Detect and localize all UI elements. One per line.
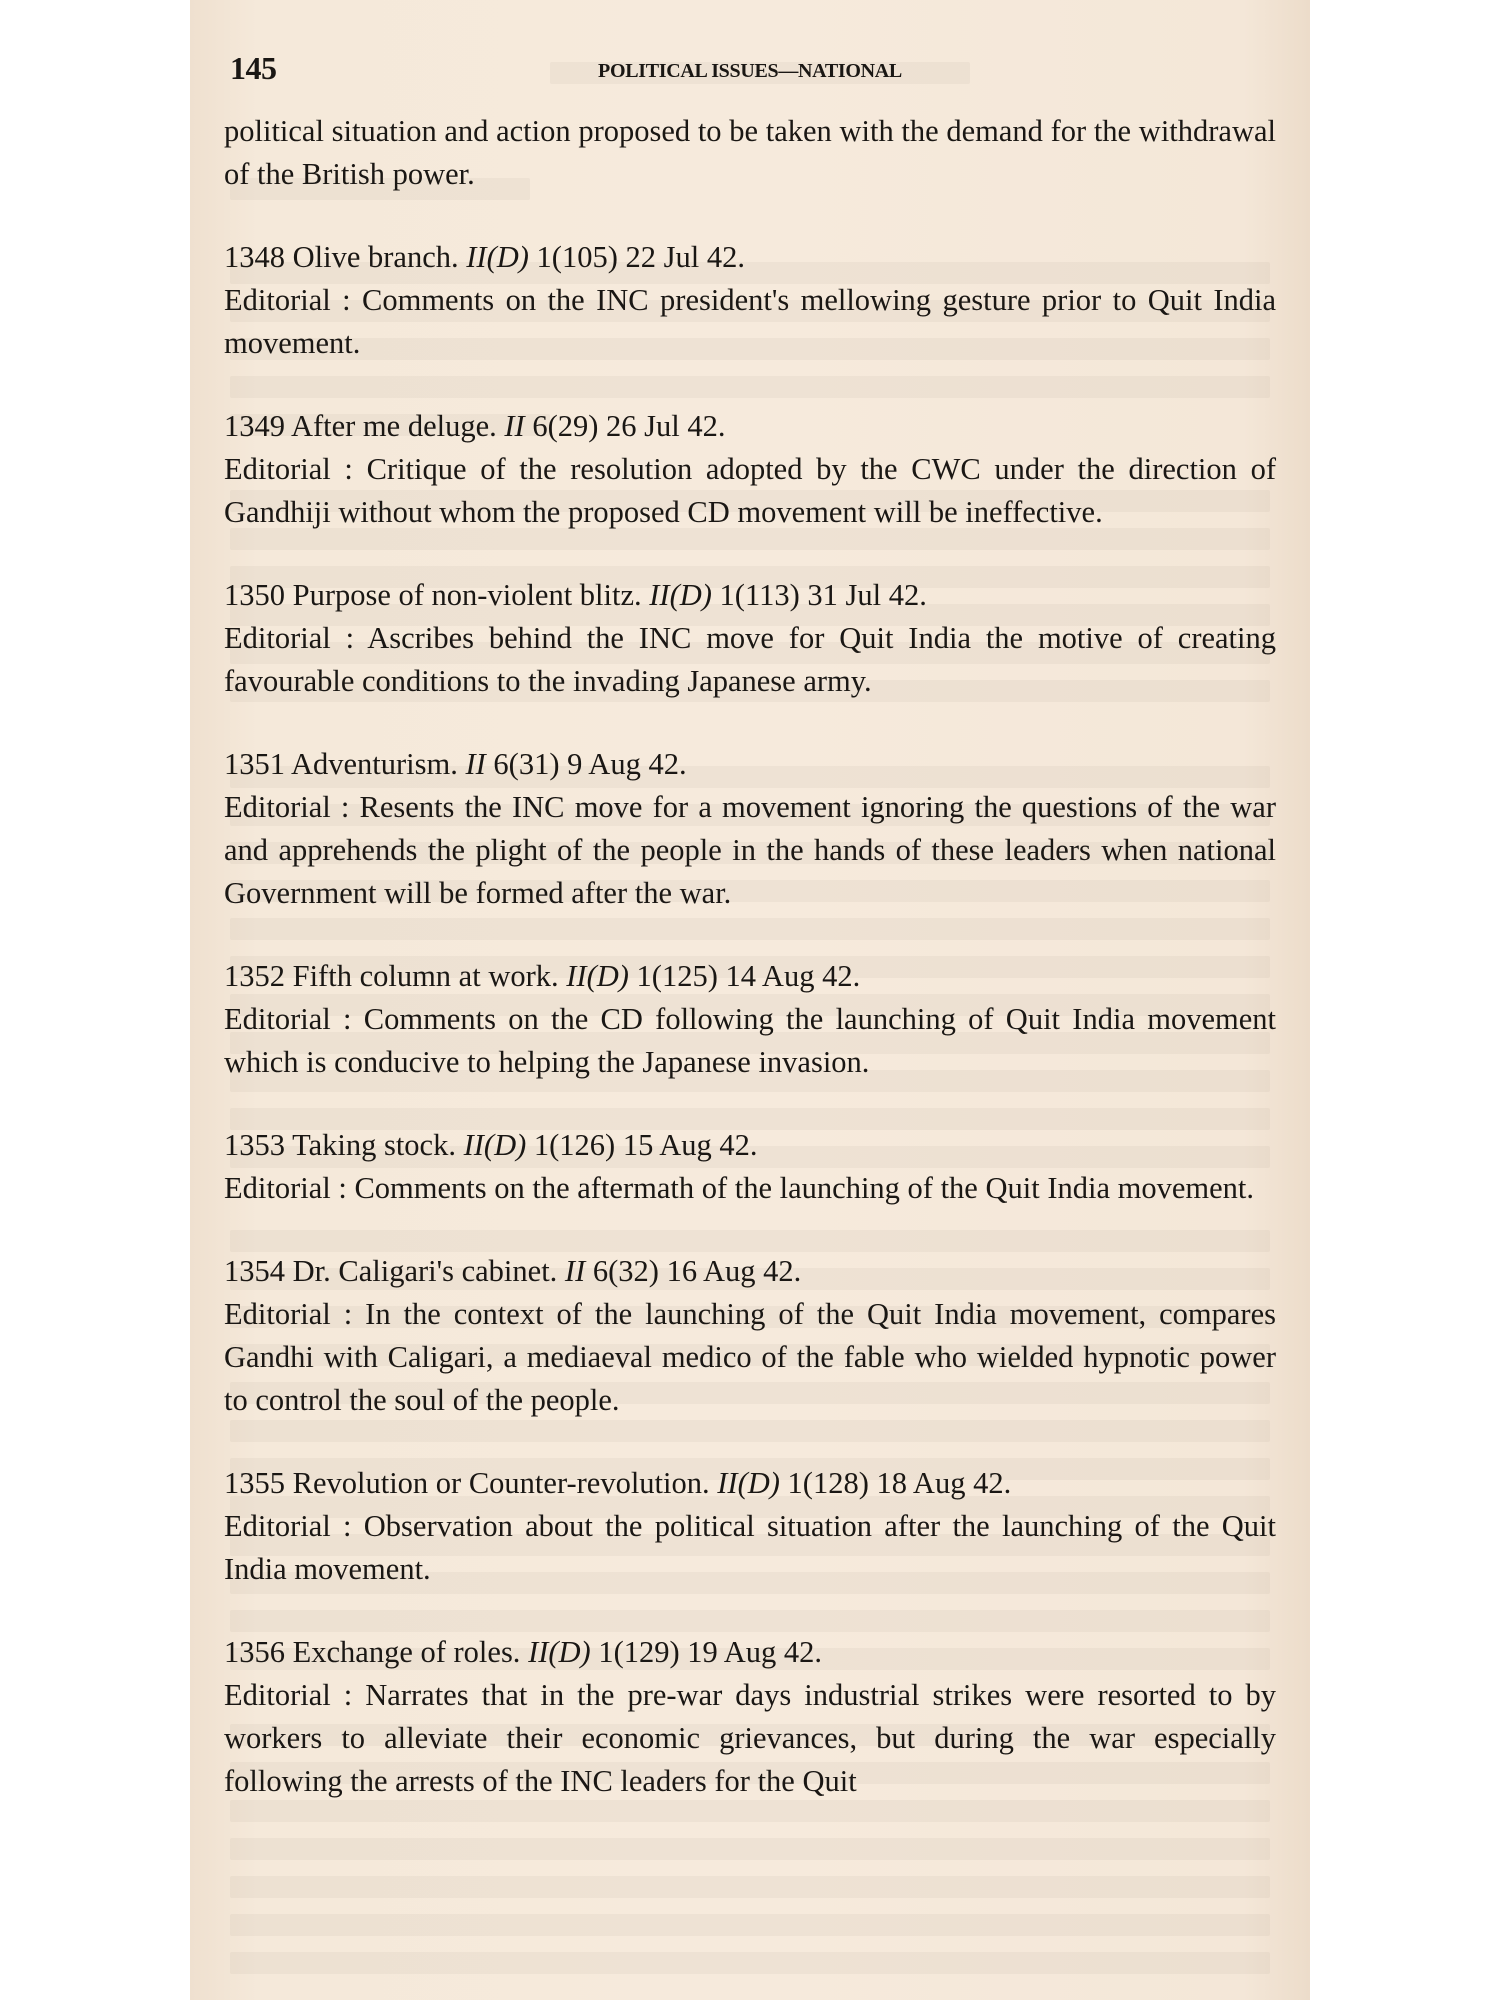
- annotation-label: Editorial :: [224, 1678, 353, 1712]
- entry-title: Dr. Caligari's cabinet.: [292, 1254, 558, 1288]
- entry-annotation: [224, 786, 1276, 915]
- entry-issue: 1(105) 22 Jul 42.: [536, 240, 745, 274]
- annotation-text: Ascribes behind the INC move for Quit India the motive of creating favourable conditions to the invading Japanese army.: [224, 621, 1276, 698]
- entry-annotation: [224, 998, 1276, 1084]
- entry-annotation: [224, 1674, 1276, 1803]
- entry-issue: 1(113) 31 Jul 42.: [719, 578, 927, 612]
- annotation-label: Editorial :: [224, 1509, 352, 1543]
- annotation-label: Editorial :: [224, 283, 351, 317]
- annotation-text: Narrates that in the pre-war days industrial strikes were resorted to by workers to alleviate their economic grievances, but during the war especially following the arrests of the INC leaders for the Quit: [224, 1678, 1276, 1798]
- entry-title: Taking stock.: [292, 1128, 456, 1162]
- page-header: [230, 50, 1270, 90]
- entry-heading: [224, 743, 1276, 786]
- entry-source: II(D): [717, 1466, 780, 1500]
- bibliography-entry: [224, 405, 1276, 534]
- annotation-text: Resents the INC move for a movement ignoring the questions of the war and apprehends the plight of the people in the hands of these leaders when national Government will be formed after the war.: [224, 790, 1276, 910]
- entry-heading: [224, 1462, 1276, 1505]
- entry-source: II(D): [528, 1635, 591, 1669]
- entry-issue: 1(125) 14 Aug 42.: [636, 959, 861, 993]
- entry-issue: 1(126) 15 Aug 42.: [533, 1128, 758, 1162]
- entry-annotation: [224, 1167, 1276, 1210]
- entry-heading: [224, 1631, 1276, 1674]
- entry-issue: 1(128) 18 Aug 42.: [787, 1466, 1012, 1500]
- entry-number: 1348: [224, 240, 285, 274]
- entry-number: 1352: [224, 959, 285, 993]
- entry-source: II: [504, 409, 525, 443]
- entry-source: II(D): [566, 959, 629, 993]
- book-page: [190, 0, 1310, 2000]
- entry-annotation: [224, 279, 1276, 365]
- entry-annotation: [224, 1505, 1276, 1591]
- bibliography-entry: [224, 574, 1276, 703]
- annotation-text: Critique of the resolution adopted by the CWC under the direction of Gandhiji without whom the proposed CD movement will be ineffective.: [224, 452, 1276, 529]
- entry-annotation: [224, 1293, 1276, 1422]
- entry-number: 1350: [224, 578, 285, 612]
- entry-title: Olive branch.: [292, 240, 459, 274]
- entry-heading: [224, 955, 1276, 998]
- annotation-text: In the context of the launching of the Quit India movement, compares Gandhi with Caligari, a mediaeval medico of the fable who wielded hypnotic power to control the soul of the people.: [224, 1297, 1276, 1417]
- entry-issue: 6(31) 9 Aug 42.: [493, 747, 687, 781]
- entry-title: Revolution or Counter-revolution.: [292, 1466, 710, 1500]
- bibliography-entry: [224, 955, 1276, 1084]
- entry-title: Purpose of non-violent blitz.: [292, 578, 642, 612]
- entry-number: 1353: [224, 1128, 285, 1162]
- entry-title: Exchange of roles.: [292, 1635, 521, 1669]
- running-head: POLITICAL ISSUES—NATIONAL: [598, 60, 902, 82]
- entry-source: II: [465, 747, 486, 781]
- annotation-text: Comments on the INC president's mellowing gesture prior to Quit India movement.: [224, 283, 1277, 360]
- entry-source: II: [564, 1254, 586, 1288]
- annotation-label: Editorial :: [224, 621, 355, 655]
- entry-number: 1354: [224, 1254, 285, 1288]
- entry-heading: [224, 1124, 1276, 1167]
- entry-heading: [224, 405, 1276, 448]
- entry-number: 1355: [224, 1466, 285, 1500]
- page-number: 145: [230, 50, 277, 86]
- entry-heading: [224, 236, 1276, 279]
- continuation-paragraph: political situation and action proposed to be taken with the demand for the withdrawal of the British power.: [224, 114, 1276, 191]
- entry-title: Fifth column at work.: [292, 959, 559, 993]
- entry-title: Adventurism.: [290, 747, 458, 781]
- annotation-label: Editorial :: [224, 452, 353, 486]
- bibliography-entry: [224, 1250, 1276, 1422]
- annotation-label: Editorial :: [224, 1171, 347, 1205]
- entry-list: [224, 236, 1276, 1803]
- entry-heading: [224, 574, 1276, 617]
- entry-source: II(D): [463, 1128, 527, 1162]
- page-body: [224, 110, 1276, 1803]
- bibliography-entry: [224, 1631, 1276, 1803]
- annotation-text: Comments on the aftermath of the launching of the Quit India movement.: [354, 1171, 1254, 1205]
- entry-number: 1351: [224, 747, 285, 781]
- entry-source: II(D): [649, 578, 712, 612]
- entry-number: 1356: [224, 1635, 285, 1669]
- annotation-text: Observation about the political situation after the launching of the Quit India movement.: [224, 1509, 1277, 1586]
- entry-number: 1349: [224, 409, 285, 443]
- entry-source: II(D): [466, 240, 529, 274]
- entry-annotation: [224, 448, 1276, 534]
- entry-title: After me deluge.: [290, 409, 497, 443]
- entry-heading: [224, 1250, 1276, 1293]
- entry-issue: 1(129) 19 Aug 42.: [598, 1635, 823, 1669]
- annotation-label: Editorial :: [224, 1297, 353, 1331]
- bibliography-entry: [224, 743, 1276, 915]
- entry-issue: 6(32) 16 Aug 42.: [592, 1254, 802, 1288]
- bibliography-entry: [224, 236, 1276, 365]
- annotation-label: Editorial :: [224, 1002, 352, 1036]
- annotation-text: Comments on the CD following the launching of Quit India movement which is conducive to helping the Japanese invasion.: [224, 1002, 1276, 1079]
- bibliography-entry: [224, 1124, 1276, 1210]
- bibliography-entry: [224, 1462, 1276, 1591]
- entry-issue: 6(29) 26 Jul 42.: [532, 409, 726, 443]
- entry-annotation: [224, 617, 1276, 703]
- annotation-label: Editorial :: [224, 790, 350, 824]
